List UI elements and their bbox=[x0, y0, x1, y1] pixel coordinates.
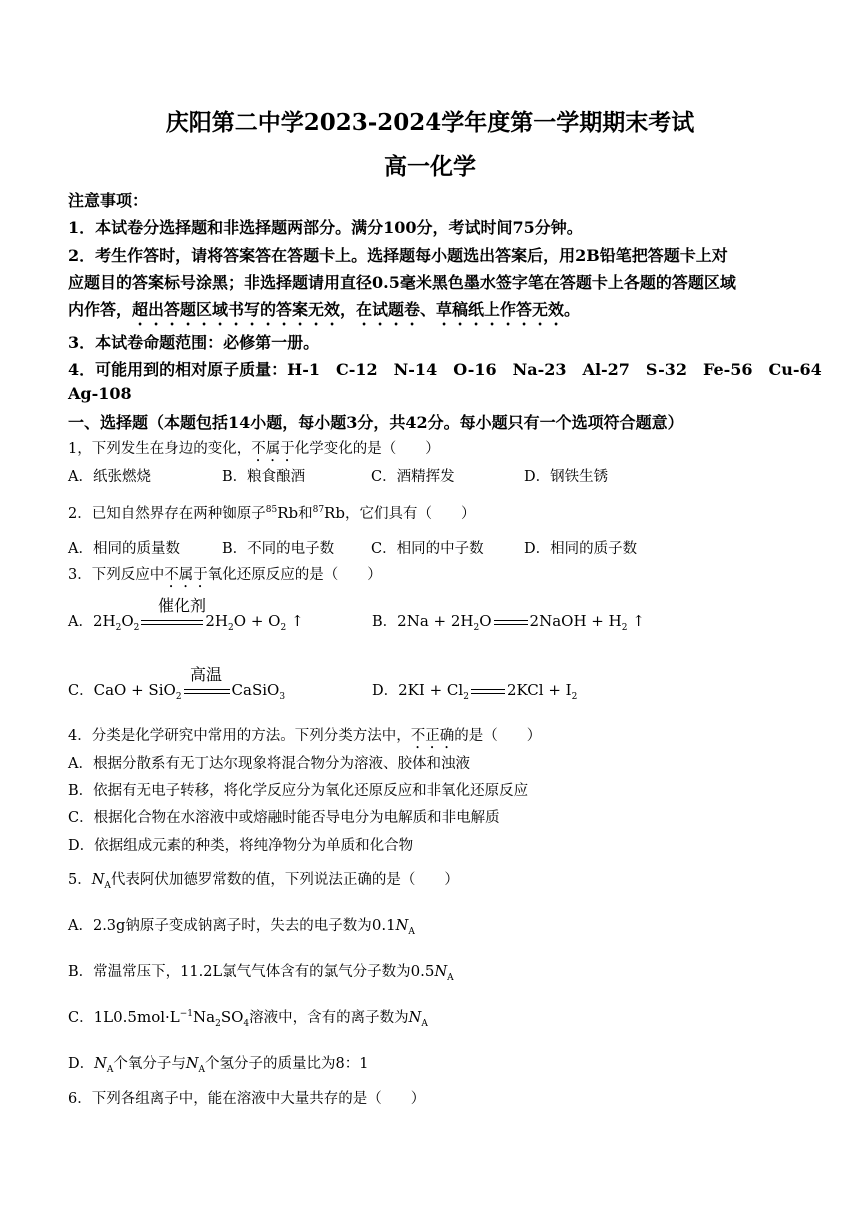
stem-text: 1，下列发生在身边的变化， bbox=[68, 441, 252, 457]
q5-option-c: C．$1L0.5mol\cdot L^{-1}Na_2SO_4$溶液中，含有的离子数为$N_A$ bbox=[68, 1008, 428, 1029]
q1-option-d: D．钢铁生锈 bbox=[524, 469, 609, 485]
equation-text: 2H bbox=[205, 612, 229, 630]
concentration-text: 1L0.5mol·L bbox=[93, 1008, 180, 1026]
q4-option-a: A．根据分散系有无丁达尔现象将混合物分为溶液、胶体和浊液 bbox=[68, 756, 470, 772]
stem-text: 2．已知自然界存在两种铷原子 bbox=[68, 506, 266, 522]
option-text: 个氢分子的质量比为8：1 bbox=[205, 1056, 369, 1072]
notice-heading: 注意事项： bbox=[68, 191, 149, 210]
notice-item-4-cont: Ag-108 bbox=[68, 384, 132, 403]
question-4-stem bbox=[68, 724, 541, 752]
option-label: C． bbox=[68, 1010, 94, 1026]
q5-option-a: A．2.3g钠原子变成钠离子时，失去的电子数为$0.1N_A$ bbox=[68, 916, 415, 937]
q4-option-d: D．依据组成元素的种类，将纯净物分为单质和化合物 bbox=[68, 838, 414, 854]
notice-item-2-cont: 应题目的答案标号涂黑；非选择题请用直径0.5毫米黑色墨水签字笔在答题卡上各题的答题区域 bbox=[68, 273, 736, 292]
equation-text: O bbox=[479, 612, 492, 630]
element-symbol: Rb bbox=[277, 504, 299, 522]
exam-title: 庆阳第二中学2023-2024学年度第一学期期末考试 bbox=[165, 109, 695, 136]
q2-option-a: A．相同的质量数 bbox=[68, 541, 180, 557]
mass-number: 87 bbox=[312, 505, 325, 516]
question-number: 5． bbox=[68, 872, 92, 888]
notice-text-period: 。 bbox=[564, 300, 581, 319]
exam-subject: 高一化学 bbox=[384, 153, 476, 180]
equals-sign bbox=[141, 620, 203, 625]
q3-option-d: D．$2KI + Cl_2$ $2KCl + I_2$ bbox=[372, 681, 578, 702]
equals-sign bbox=[184, 689, 230, 694]
option-text: 个氧分子与 bbox=[113, 1056, 186, 1072]
question-6-stem: 6．下列各组离子中，能在溶液中大量共存的是（ ） bbox=[68, 1091, 426, 1107]
avogadro-symbol: N bbox=[91, 872, 105, 888]
option-label: A． bbox=[68, 614, 93, 630]
equation-text: 2Na + 2H bbox=[397, 612, 474, 630]
stem-text: 3．下列反应中 bbox=[68, 567, 165, 583]
option-label: D． bbox=[372, 683, 399, 699]
emphasis-text: 不属于 bbox=[164, 567, 208, 583]
equals-sign bbox=[494, 620, 528, 625]
option-text: B．常温常压下，11.2L氯气气体含有的氯气分子数为 bbox=[68, 964, 411, 980]
q1-option-a: A．纸张燃烧 bbox=[68, 469, 151, 485]
notice-item-1: 1．本试卷分选择题和非选择题两部分。满分100分，考试时间75分钟。 bbox=[68, 218, 583, 237]
q4-option-b: B．依据有无电子转移，将化学反应分为氧化还原反应和非氧化还原反应 bbox=[68, 783, 529, 799]
equation-text: 2H bbox=[92, 612, 116, 630]
question-2-stem bbox=[68, 502, 475, 523]
stem-text: ，它们具有（ ） bbox=[344, 506, 476, 522]
emphasis-text: 不属于 bbox=[251, 441, 295, 457]
q1-option-b: B．粮食酿酒 bbox=[222, 469, 306, 485]
emphasis-text: 超出答题区域书写的答案无效，在试题卷、草稿纸上作答无效 bbox=[132, 300, 565, 319]
option-label: B． bbox=[372, 614, 398, 630]
notice-item-3: 3．本试卷命题范围：必修第一册。 bbox=[68, 333, 320, 352]
equation-text: 2NaOH + H bbox=[529, 612, 622, 630]
question-1-stem bbox=[68, 437, 440, 465]
q2-option-d: D．相同的质子数 bbox=[524, 541, 638, 557]
notice-text: 内作答， bbox=[68, 300, 133, 319]
q2-option-b: B．不同的电子数 bbox=[222, 541, 335, 557]
stem-text: 4．分类是化学研究中常用的方法。下列分类方法中， bbox=[68, 728, 411, 744]
high-temp-condition: 高温 bbox=[190, 665, 223, 684]
formula-text: Na bbox=[193, 1008, 216, 1026]
notice-item-2-end bbox=[68, 297, 580, 329]
q5-option-b: B．常温常压下，11.2L氯气气体含有的氯气分子数为$0.5N_A$ bbox=[68, 962, 454, 983]
question-5-stem bbox=[68, 868, 459, 891]
stem-text: 和 bbox=[298, 506, 313, 522]
q4-option-c: C．根据化合物在水溶液中或熔融时能否导电分为电解质和非电解质 bbox=[68, 810, 500, 826]
option-value: 0.5 bbox=[410, 962, 435, 980]
q3-option-b: B．$2Na + 2H_2O$ 2NaOH + $H_2$ ↑ bbox=[372, 612, 645, 633]
option-text: 溶液中，含有的离子数为 bbox=[249, 1010, 409, 1026]
question-3-stem bbox=[68, 563, 382, 591]
stem-text: 化学变化的是（ ） bbox=[294, 441, 440, 457]
catalyst-condition: 催化剂 bbox=[158, 596, 207, 615]
option-text: A．2.3g钠原子变成钠离子时，失去的电子数为 bbox=[68, 918, 372, 934]
option-label: C． bbox=[68, 683, 94, 699]
avogadro-subscript: A bbox=[104, 880, 111, 891]
option-label: D． bbox=[68, 1056, 95, 1072]
stem-text: 氧化还原反应的是（ ） bbox=[207, 567, 382, 583]
element-symbol: Rb bbox=[324, 504, 345, 522]
section-heading: 一、选择题（本题包括14小题，每小题3分，共42分。每小题只有一个选项符合题意） bbox=[68, 413, 684, 432]
equation-text: 2KI + Cl bbox=[398, 681, 464, 699]
unit-exponent: −1 bbox=[179, 1009, 194, 1020]
stem-text: 的是（ ） bbox=[454, 728, 542, 744]
equation-text: CaSiO bbox=[231, 681, 280, 699]
q3-option-c: C．CaO + SiO$_2$ CaSiO$_3$ bbox=[68, 681, 286, 702]
equation-text: CaO + SiO bbox=[93, 681, 176, 699]
equals-sign bbox=[471, 689, 505, 694]
q1-option-c: C．酒精挥发 bbox=[371, 469, 455, 485]
equation-text: 2KCl + I bbox=[506, 681, 572, 699]
stem-text: 代表阿伏加德罗常数的值，下列说法正确的是（ ） bbox=[110, 872, 459, 888]
option-value: 0.1 bbox=[371, 916, 396, 934]
q3-option-a: A．$2H_2O_2$ $2H_2O + O_2$ ↑ bbox=[68, 612, 304, 633]
q5-option-d: D．$N_A$个氧分子与$N_A$个氢分子的质量比为8：1 bbox=[68, 1056, 369, 1075]
equation-text: O + O bbox=[233, 612, 281, 630]
notice-item-2: 2．考生作答时，请将答案答在答题卡上。选择题每小题选出答案后，用2B铅笔把答题卡上对 bbox=[68, 246, 728, 265]
emphasis-text: 不正确 bbox=[410, 728, 455, 744]
notice-item-4: 4．可能用到的相对原子质量：H-1 C-12 N-14 O-16 Na-23 Al-27 S-32 Fe-56 Cu-64 bbox=[68, 360, 822, 379]
q2-option-c: C．相同的中子数 bbox=[371, 541, 484, 557]
mass-number: 85 bbox=[265, 505, 278, 516]
